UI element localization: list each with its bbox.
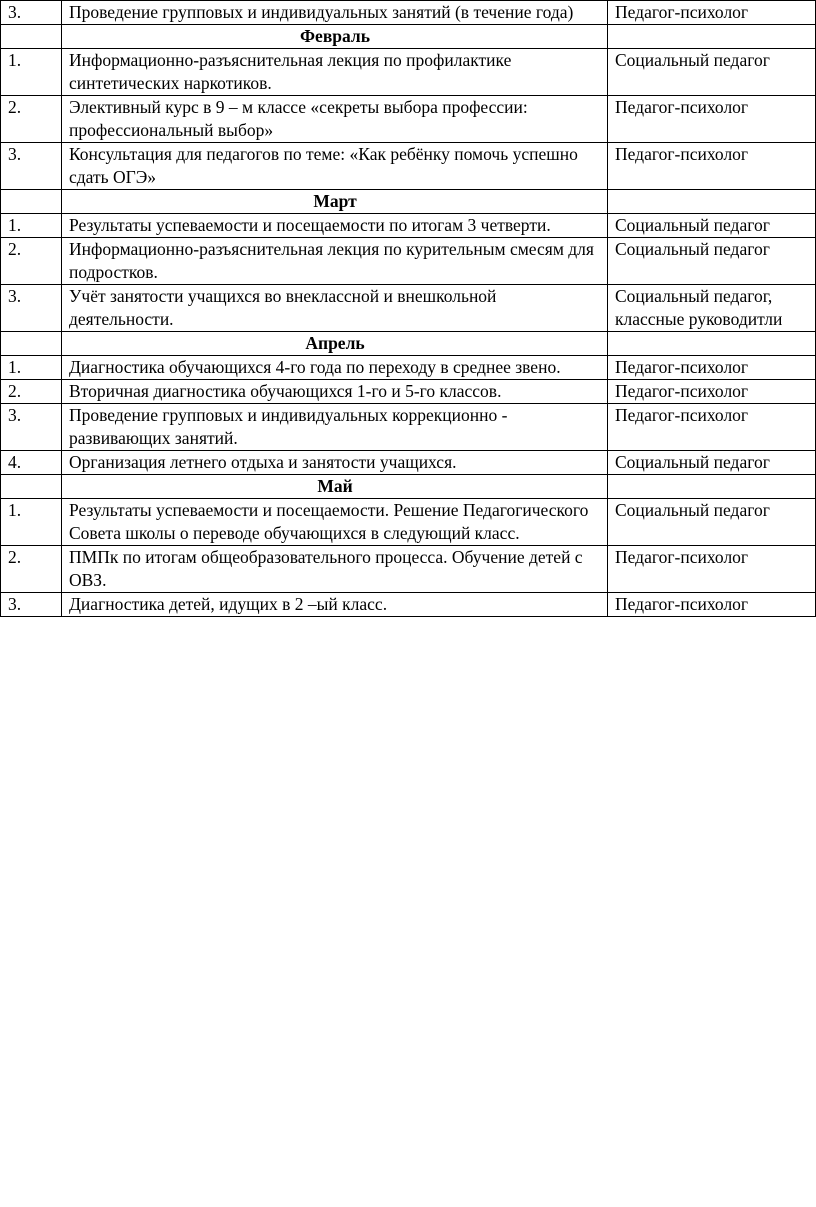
month-name: Февраль [62,25,608,49]
month-header-empty-cell [608,332,816,356]
month-header-empty-cell [608,25,816,49]
plan-table-body [1,1,816,617]
activity-text: Результаты успеваемости и посещаемости. Решение Педагогического Совета школы о переводе обучающихся в следующий класс. [62,499,608,546]
responsible-person: Социальный педагог, классные руководитли [608,285,816,332]
responsible-person: Социальный педагог [608,451,816,475]
month-header-empty-cell [608,190,816,214]
month-header-empty-cell [608,475,816,499]
activity-text: Учёт занятости учащихся во внеклассной и внешкольной деятельности. [62,285,608,332]
responsible-person: Педагог-психолог [608,546,816,593]
responsible-person: Социальный педагог [608,49,816,96]
row-number: 1. [1,356,62,380]
responsible-person: Педагог-психолог [608,143,816,190]
table-row [1,404,816,451]
month-header-empty-cell [1,475,62,499]
responsible-person: Социальный педагог [608,499,816,546]
row-number: 3. [1,285,62,332]
table-row [1,1,816,25]
month-header-empty-cell [1,25,62,49]
table-row [1,143,816,190]
row-number: 2. [1,380,62,404]
responsible-person: Социальный педагог [608,238,816,285]
activity-text: Результаты успеваемости и посещаемости по итогам 3 четверти. [62,214,608,238]
table-row [1,593,816,617]
row-number: 1. [1,499,62,546]
responsible-person: Педагог-психолог [608,380,816,404]
row-number: 3. [1,593,62,617]
responsible-person: Социальный педагог [608,214,816,238]
table-row [1,214,816,238]
activity-text: Диагностика обучающихся 4-го года по переходу в среднее звено. [62,356,608,380]
table-row [1,499,816,546]
month-header-empty-cell [1,332,62,356]
table-row [1,356,816,380]
row-number: 1. [1,49,62,96]
activity-text: Организация летнего отдыха и занятости учащихся. [62,451,608,475]
table-row [1,238,816,285]
activity-text: Проведение групповых и индивидуальных занятий (в течение года) [62,1,608,25]
month-name: Март [62,190,608,214]
month-name: Апрель [62,332,608,356]
responsible-person: Педагог-психолог [608,404,816,451]
table-row [1,285,816,332]
table-row [1,380,816,404]
responsible-person: Педагог-психолог [608,1,816,25]
table-row [1,96,816,143]
month-name: Май [62,475,608,499]
activity-text: Консультация для педагогов по теме: «Как ребёнку помочь успешно сдать ОГЭ» [62,143,608,190]
activity-text: Диагностика детей, идущих в 2 –ый класс. [62,593,608,617]
row-number: 2. [1,546,62,593]
row-number: 3. [1,143,62,190]
month-header-row [1,25,816,49]
activity-text: Вторичная диагностика обучающихся 1-го и 5-го классов. [62,380,608,404]
month-header-row [1,475,816,499]
activity-text: Проведение групповых и индивидуальных коррекционно - развивающих занятий. [62,404,608,451]
row-number: 4. [1,451,62,475]
responsible-person: Педагог-психолог [608,96,816,143]
row-number: 2. [1,96,62,143]
responsible-person: Педагог-психолог [608,593,816,617]
activity-text: Информационно-разъяснительная лекция по профилактике синтетических наркотиков. [62,49,608,96]
month-header-row [1,190,816,214]
activity-text: Информационно-разъяснительная лекция по курительным смесям для подростков. [62,238,608,285]
row-number: 2. [1,238,62,285]
responsible-person: Педагог-психолог [608,356,816,380]
month-header-empty-cell [1,190,62,214]
activity-text: Элективный курс в 9 – м классе «секреты выбора профессии: профессиональный выбор» [62,96,608,143]
row-number: 3. [1,1,62,25]
month-header-row [1,332,816,356]
table-row [1,451,816,475]
table-row [1,546,816,593]
activity-text: ПМПк по итогам общеобразовательного процесса. Обучение детей с ОВЗ. [62,546,608,593]
table-row [1,49,816,96]
row-number: 1. [1,214,62,238]
row-number: 3. [1,404,62,451]
